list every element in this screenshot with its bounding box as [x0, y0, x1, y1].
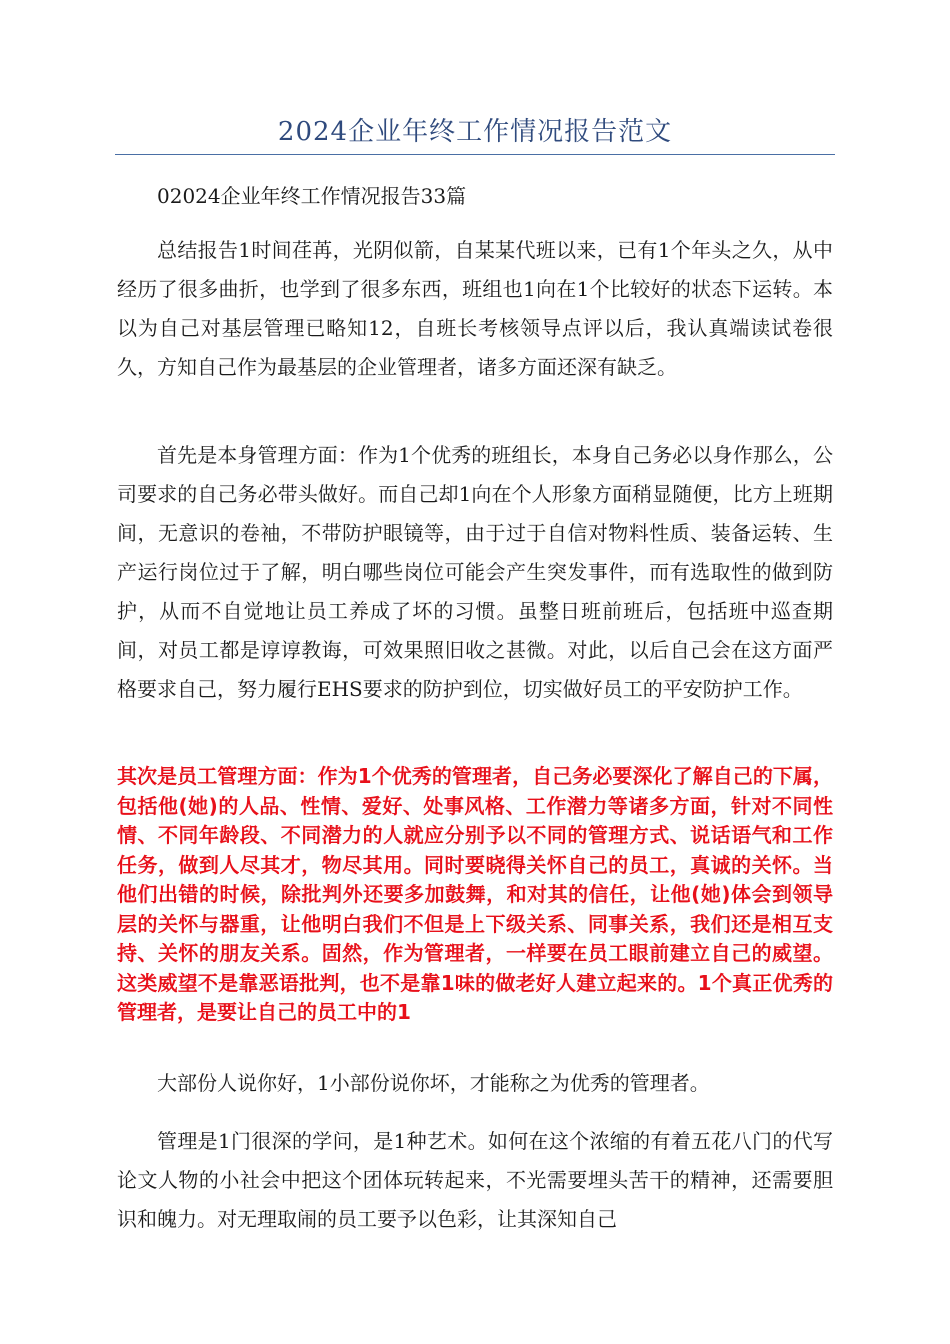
title-divider: [115, 154, 835, 155]
document-title: 2024企业年终工作情况报告范文: [277, 117, 673, 147]
paragraph-management-art: 管理是1门很深的学问，是1种艺术。如何在这个浓缩的有着五花八门的代写论文人物的小社会中把这个团体玩转起来，不光需要埋头苦干的精神，还需要胆识和魄力。对无理取闹的员工要予以色彩，让其深知自己: [117, 1129, 833, 1231]
paragraph-summary: 总结报告1时间荏苒，光阴似箭，自某某代班以来，已有1个年头之久，从中经历了很多曲折，也学到了很多东西，班组也1向在1个比较好的状态下运转。本以为自己对基层管理已略知12，自班长考核领导点评以后，我认真端读试卷很久，方知自己作为最基层的企业管理者，诸多方面还深有缺乏。: [117, 238, 833, 379]
paragraph-good-manager: 大部份人说你好，1小部份说你坏，才能称之为优秀的管理者。: [157, 1071, 710, 1095]
paragraph-staff-management-highlighted: 其次是员工管理方面：作为1个优秀的管理者，自己务必要深化了解自己的下属，包括他(她)的人品、性情、爱好、处事风格、工作潜力等诸多方面，针对不同性情、不同年龄段、不同潜力的人就应分别予以不同的管理方式、说话语气和工作任务，做到人尽其才，物尽其用。同时要晓得关怀自己的员工，真诚的关怀。当他们出错的时候，除批判外还要多加鼓舞，和对其的信任，让他(她)体会到领导层的关怀与器重，让他明白我们不但是上下级关系、同事关系，我们还是相互支持、关怀的朋友关系。固然，作为管理者，一样要在员工眼前建立自己的威望。这类威望不是靠恶语批判，也不是靠1味的做老好人建立起来的。1个真正优秀的管理者，是要让自己的员工中的1: [117, 764, 833, 1024]
paragraph-self-management: 首先是本身管理方面：作为1个优秀的班组长，本身自己务必以身作那么，公司要求的自己务必带头做好。而自己却1向在个人形象方面稍显随便，比方上班期间，无意识的卷袖，不带防护眼镜等，由于过于自信对物料性质、装备运转、生产运行岗位过于了解，明白哪些岗位可能会产生突发事件，而有选取性的做到防护，从而不自觉地让员工养成了坏的习惯。虽整日班前班后，包括班中巡查期间，对员工都是谆谆教诲，可效果照旧收之甚微。对此，以后自己会在这方面严格要求自己，努力履行EHS要求的防护到位，切实做好员工的平安防护工作。: [117, 443, 833, 701]
document-subtitle: 02024企业年终工作情况报告33篇: [157, 184, 467, 208]
